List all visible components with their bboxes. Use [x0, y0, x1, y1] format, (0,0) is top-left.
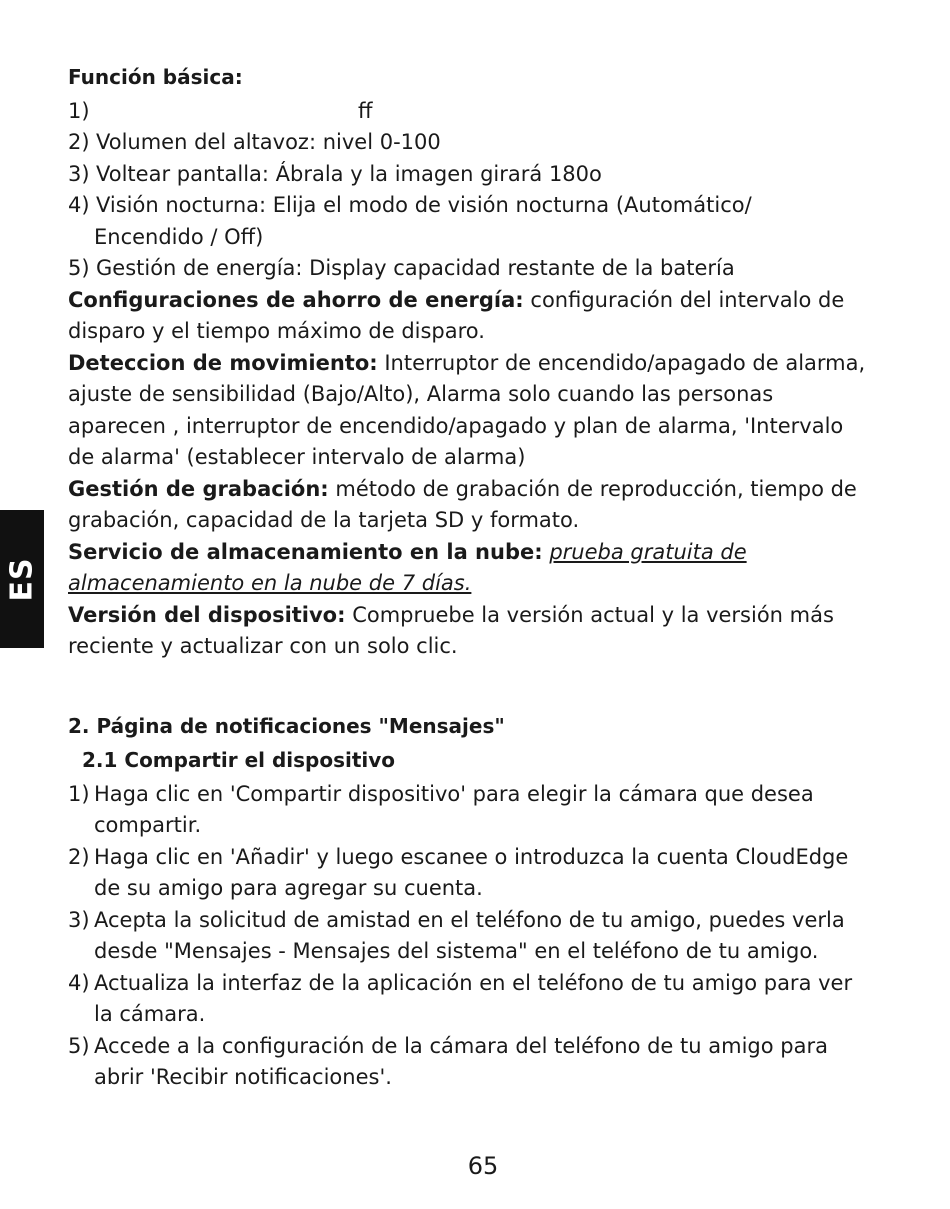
setting-label: Deteccion de movimiento:	[68, 350, 378, 375]
basic-item-text: Gestión de energía: Display capacidad restante de la batería	[96, 256, 735, 280]
step-text: Acepta la solicitud de amistad en el teléfono de tu amigo, puedes verla desde "Mensajes - Mensajes del sistema" en el teléfono de tu amigo.	[94, 907, 845, 963]
basic-item-2	[68, 127, 868, 159]
basic-item-number: 1)	[68, 98, 90, 123]
basic-item-text: Volumen del altavoz: nivel 0-100	[96, 130, 441, 154]
notifications-heading: 2. Página de notificaciones "Mensajes"	[68, 713, 505, 738]
step-text: Haga clic en 'Añadir' y luego escanee o introduzca la cuenta CloudEdge de su amigo para agregar su cuenta.	[94, 844, 849, 900]
basic-item-text: Visión nocturna: Elija el modo de visión nocturna (Automático/	[96, 193, 752, 217]
setting-text: Interruptor de encendido/apagado de alarma, ajuste de sensibilidad (Bajo/Alto), Alarma solo cuando las personas aparecen , interruptor de encendido/apagado y plan de alarma, 'Intervalo de alarma' (establecer intervalo de alarma)	[68, 350, 866, 469]
basic-item-1	[68, 96, 868, 128]
share-step-2	[68, 842, 868, 905]
basic-item-text: Voltear pantalla: Ábrala y la imagen girará 180o	[96, 161, 602, 186]
basic-item-4-continuation: Encendido / Off)	[94, 224, 264, 249]
setting-power-saving	[68, 285, 868, 348]
setting-text: método de grabación de reproducción, tiempo de grabación, capacidad de la tarjeta SD y formato.	[68, 476, 857, 532]
setting-label: Servicio de almacenamiento en la nube:	[68, 539, 543, 564]
share-steps-list	[68, 779, 868, 1094]
setting-recording-management	[68, 474, 868, 537]
share-step-5	[68, 1031, 868, 1094]
setting-label: Versión del dispositivo:	[68, 602, 346, 627]
cloud-trial-link[interactable]: prueba gratuita de almacenamiento en la nube de 7 días.	[68, 539, 747, 595]
language-tab	[0, 510, 44, 648]
basic-item-number: 5)	[68, 256, 90, 280]
setting-label: Configuraciones de ahorro de energía:	[68, 287, 524, 312]
step-text: Accede a la configuración de la cámara del teléfono de tu amigo para abrir 'Recibir notificaciones'.	[94, 1033, 828, 1089]
basic-functions-title: Función básica:	[68, 65, 243, 89]
page-number: 65	[467, 1152, 499, 1180]
step-text: Actualiza la interfaz de la aplicación en el teléfono de tu amigo para ver la cámara.	[94, 970, 853, 1026]
basic-item-5	[68, 253, 868, 285]
share-step-4	[68, 968, 868, 1031]
setting-cloud-storage	[68, 537, 868, 600]
basic-item-number: 2)	[68, 130, 90, 154]
share-step-3	[68, 905, 868, 968]
share-device-subheading: 2.1 Compartir el dispositivo	[82, 747, 396, 772]
step-number: 2)	[68, 844, 90, 869]
setting-device-version	[68, 600, 868, 663]
basic-item-number: 4)	[68, 193, 90, 217]
setting-label: Gestión de grabación:	[68, 476, 329, 501]
setting-text: configuración del intervalo de disparo y el tiempo máximo de disparo.	[68, 287, 845, 343]
setting-text: Compruebe la versión actual y la versión más reciente y actualizar con un solo clic.	[68, 602, 834, 658]
basic-item-text: ff	[358, 98, 373, 123]
basic-item-3	[68, 159, 868, 191]
share-step-1	[68, 779, 868, 842]
step-text: Haga clic en 'Compartir dispositivo' para elegir la cámara que desea compartir.	[94, 781, 814, 837]
step-number: 5)	[68, 1033, 90, 1058]
page-content	[68, 62, 868, 1094]
basic-item-number: 3)	[68, 161, 90, 186]
step-number: 1)	[68, 781, 90, 806]
language-tab-label: ES	[4, 556, 40, 602]
step-number: 3)	[68, 907, 90, 932]
basic-item-4	[68, 190, 868, 222]
setting-motion-detection	[68, 348, 868, 474]
step-number: 4)	[68, 970, 90, 995]
